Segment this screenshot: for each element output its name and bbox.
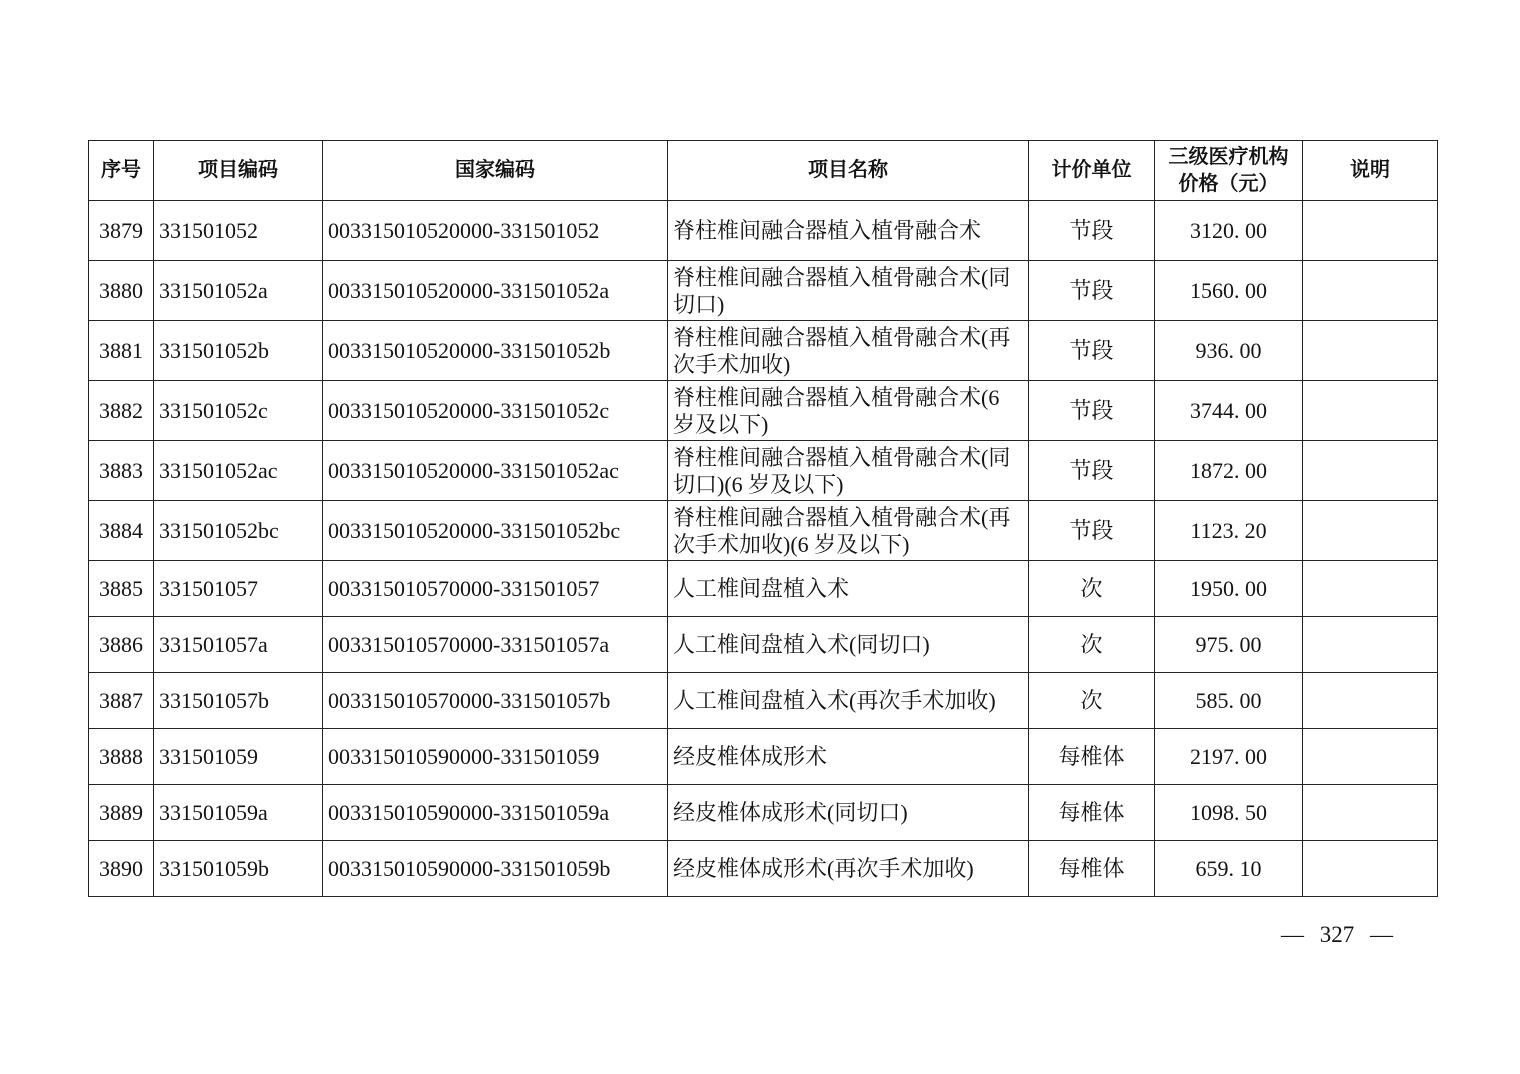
cell-item-name: 经皮椎体成形术 xyxy=(668,729,1029,785)
cell-national-code: 003315010590000-331501059a xyxy=(323,785,668,841)
cell-unit: 次 xyxy=(1029,617,1155,673)
cell-item-code: 331501052a xyxy=(154,261,323,321)
table-row xyxy=(89,441,1438,501)
cell-seq: 3880 xyxy=(89,261,154,321)
cell-national-code: 003315010520000-331501052b xyxy=(323,321,668,381)
cell-item-name: 脊柱椎间融合器植入植骨融合术(再次手术加收) xyxy=(668,321,1029,381)
table-row xyxy=(89,841,1438,897)
col-header-note: 说明 xyxy=(1303,141,1438,201)
cell-item-code: 331501057a xyxy=(154,617,323,673)
cell-note xyxy=(1303,841,1438,897)
cell-item-code: 331501057b xyxy=(154,673,323,729)
cell-national-code: 003315010520000-331501052bc xyxy=(323,501,668,561)
cell-seq: 3887 xyxy=(89,673,154,729)
cell-unit: 节段 xyxy=(1029,441,1155,501)
cell-price: 1098. 50 xyxy=(1155,785,1303,841)
cell-note xyxy=(1303,381,1438,441)
cell-unit: 每椎体 xyxy=(1029,841,1155,897)
cell-item-code: 331501052 xyxy=(154,201,323,261)
cell-note xyxy=(1303,261,1438,321)
cell-seq: 3883 xyxy=(89,441,154,501)
cell-seq: 3886 xyxy=(89,617,154,673)
table-row xyxy=(89,201,1438,261)
cell-seq: 3889 xyxy=(89,785,154,841)
cell-note xyxy=(1303,785,1438,841)
cell-seq: 3884 xyxy=(89,501,154,561)
cell-item-name: 脊柱椎间融合器植入植骨融合术(同切口)(6 岁及以下) xyxy=(668,441,1029,501)
cell-price: 936. 00 xyxy=(1155,321,1303,381)
cell-item-name: 脊柱椎间融合器植入植骨融合术(再次手术加收)(6 岁及以下) xyxy=(668,501,1029,561)
cell-price: 3744. 00 xyxy=(1155,381,1303,441)
cell-seq: 3890 xyxy=(89,841,154,897)
cell-national-code: 003315010520000-331501052c xyxy=(323,381,668,441)
table-row xyxy=(89,321,1438,381)
cell-national-code: 003315010570000-331501057 xyxy=(323,561,668,617)
col-header-price xyxy=(1155,141,1303,201)
cell-item-code: 331501052bc xyxy=(154,501,323,561)
cell-unit: 节段 xyxy=(1029,261,1155,321)
cell-national-code: 003315010520000-331501052a xyxy=(323,261,668,321)
cell-item-code: 331501057 xyxy=(154,561,323,617)
cell-national-code: 003315010570000-331501057b xyxy=(323,673,668,729)
cell-item-code: 331501052b xyxy=(154,321,323,381)
cell-item-name: 人工椎间盘植入术(再次手术加收) xyxy=(668,673,1029,729)
cell-unit: 每椎体 xyxy=(1029,729,1155,785)
col-header-price-line1: 三级医疗机构 xyxy=(1168,145,1289,168)
cell-unit: 节段 xyxy=(1029,381,1155,441)
cell-price: 1872. 00 xyxy=(1155,441,1303,501)
cell-price: 2197. 00 xyxy=(1155,729,1303,785)
cell-national-code: 003315010520000-331501052ac xyxy=(323,441,668,501)
cell-price: 975. 00 xyxy=(1155,617,1303,673)
table-row xyxy=(89,617,1438,673)
cell-item-code: 331501059a xyxy=(154,785,323,841)
col-header-unit: 计价单位 xyxy=(1029,141,1155,201)
table-row xyxy=(89,381,1438,441)
cell-unit: 每椎体 xyxy=(1029,785,1155,841)
cell-note xyxy=(1303,617,1438,673)
cell-item-name: 经皮椎体成形术(再次手术加收) xyxy=(668,841,1029,897)
cell-seq: 3885 xyxy=(89,561,154,617)
page-number: — 327 — xyxy=(1281,922,1393,947)
table-row xyxy=(89,673,1438,729)
cell-note xyxy=(1303,441,1438,501)
cell-item-code: 331501059 xyxy=(154,729,323,785)
col-header-seq: 序号 xyxy=(89,141,154,201)
table-row xyxy=(89,261,1438,321)
cell-national-code: 003315010570000-331501057a xyxy=(323,617,668,673)
pricing-table xyxy=(88,140,1438,897)
cell-national-code: 003315010520000-331501052 xyxy=(323,201,668,261)
cell-note xyxy=(1303,321,1438,381)
table-header-row xyxy=(89,141,1438,201)
col-header-item-code: 项目编码 xyxy=(154,141,323,201)
cell-note xyxy=(1303,501,1438,561)
table-row xyxy=(89,785,1438,841)
cell-national-code: 003315010590000-331501059b xyxy=(323,841,668,897)
cell-unit: 节段 xyxy=(1029,201,1155,261)
cell-item-name: 脊柱椎间融合器植入植骨融合术 xyxy=(668,201,1029,261)
cell-unit: 节段 xyxy=(1029,321,1155,381)
col-header-national-code: 国家编码 xyxy=(323,141,668,201)
cell-price: 1123. 20 xyxy=(1155,501,1303,561)
cell-item-code: 331501052ac xyxy=(154,441,323,501)
cell-note xyxy=(1303,729,1438,785)
cell-unit: 次 xyxy=(1029,673,1155,729)
cell-item-name: 脊柱椎间融合器植入植骨融合术(6 岁及以下) xyxy=(668,381,1029,441)
cell-item-name: 经皮椎体成形术(同切口) xyxy=(668,785,1029,841)
cell-price: 659. 10 xyxy=(1155,841,1303,897)
cell-note xyxy=(1303,673,1438,729)
cell-seq: 3881 xyxy=(89,321,154,381)
cell-price: 1560. 00 xyxy=(1155,261,1303,321)
cell-item-code: 331501052c xyxy=(154,381,323,441)
cell-price: 3120. 00 xyxy=(1155,201,1303,261)
table-row xyxy=(89,561,1438,617)
cell-item-name: 脊柱椎间融合器植入植骨融合术(同切口) xyxy=(668,261,1029,321)
cell-item-code: 331501059b xyxy=(154,841,323,897)
cell-price: 585. 00 xyxy=(1155,673,1303,729)
cell-national-code: 003315010590000-331501059 xyxy=(323,729,668,785)
cell-seq: 3882 xyxy=(89,381,154,441)
cell-note xyxy=(1303,561,1438,617)
cell-item-name: 人工椎间盘植入术 xyxy=(668,561,1029,617)
cell-unit: 节段 xyxy=(1029,501,1155,561)
col-header-price-line2: 价格（元） xyxy=(1178,172,1279,195)
table-row xyxy=(89,729,1438,785)
cell-price: 1950. 00 xyxy=(1155,561,1303,617)
cell-unit: 次 xyxy=(1029,561,1155,617)
cell-note xyxy=(1303,201,1438,261)
cell-item-name: 人工椎间盘植入术(同切口) xyxy=(668,617,1029,673)
cell-seq: 3888 xyxy=(89,729,154,785)
cell-seq: 3879 xyxy=(89,201,154,261)
col-header-item-name: 项目名称 xyxy=(668,141,1029,201)
table-row xyxy=(89,501,1438,561)
